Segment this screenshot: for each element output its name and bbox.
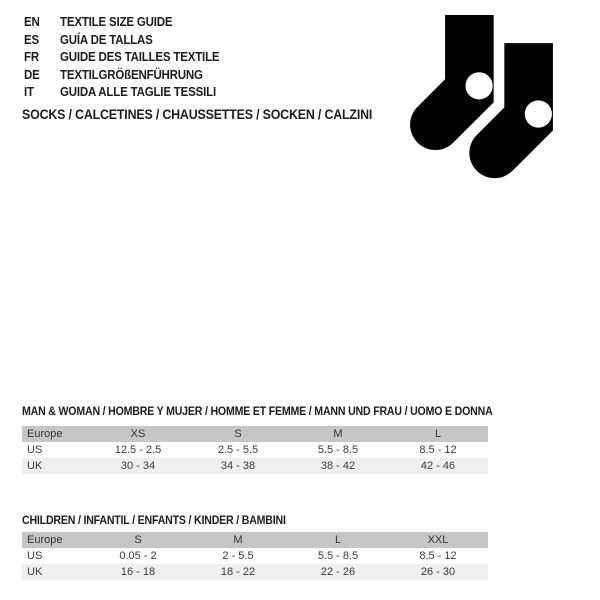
column-header-region: Europe (27, 428, 63, 440)
language-label: GUIDE DES TAILLES TEXTILE (60, 50, 220, 64)
size-value: 8.5 - 12 (419, 444, 457, 456)
language-code: EN (24, 15, 40, 29)
column-header-region: Europe (27, 534, 63, 546)
size-value: 5.5 - 8.5 (317, 444, 359, 456)
size-value: 18 - 22 (220, 566, 256, 578)
column-header-size: S (134, 534, 142, 546)
size-value: 12.5 - 2.5 (114, 444, 162, 456)
size-value: 30 - 34 (120, 460, 156, 472)
size-table-man-woman (22, 426, 488, 474)
language-code: FR (24, 50, 39, 64)
socks-icon (408, 13, 556, 183)
row-label: UK (27, 460, 43, 472)
language-code: ES (24, 32, 39, 47)
size-value: 2 - 5.5 (222, 550, 254, 562)
table-row-uk (22, 564, 488, 580)
language-label: TEXTILGRÖßENFÜHRUNG (60, 67, 203, 82)
table-header-row (22, 426, 488, 442)
language-code: DE (24, 67, 40, 82)
size-value: 38 - 42 (320, 460, 356, 472)
category-title: SOCKS / CALCETINES / CHAUSSETTES / SOCKEN / CALZINI (22, 107, 373, 122)
table-row-uk (22, 458, 488, 474)
language-code: IT (24, 85, 34, 99)
table-header-row (22, 532, 488, 548)
column-header-size: S (234, 428, 242, 440)
size-value: 8.5 - 12 (419, 550, 457, 562)
language-label: TEXTILE SIZE GUIDE (60, 15, 173, 29)
column-header-size: XS (130, 428, 146, 440)
size-table-children (22, 532, 488, 580)
column-header-size: L (334, 534, 342, 546)
size-value: 2.5 - 5.5 (217, 444, 259, 456)
language-label: GUÍA DE TALLAS (60, 32, 153, 47)
row-label: US (27, 550, 43, 562)
size-value: 34 - 38 (220, 460, 256, 472)
row-label: US (27, 444, 43, 456)
size-value: 16 - 18 (120, 566, 156, 578)
row-label: UK (27, 566, 43, 578)
size-value: 26 - 30 (420, 566, 456, 578)
size-value: 0.05 - 2 (119, 550, 157, 562)
column-header-size: M (233, 534, 243, 546)
size-value: 42 - 46 (420, 460, 456, 472)
size-value: 22 - 26 (320, 566, 356, 578)
column-header-size: L (434, 428, 442, 440)
table-row-us (22, 442, 488, 458)
language-list (24, 14, 233, 102)
table-title-man-woman: MAN & WOMAN / HOMBRE Y MUJER / HOMME ET FEMME / MANN UND FRAU / UOMO E DONNA (22, 406, 493, 418)
table-title-children: CHILDREN / INFANTIL / ENFANTS / KINDER / BAMBINI (22, 515, 286, 527)
size-value: 5.5 - 8.5 (317, 550, 359, 562)
table-row-us (22, 548, 488, 564)
column-header-size: XXL (427, 534, 449, 546)
column-header-size: M (333, 428, 343, 440)
language-label: GUIDA ALLE TAGLIE TESSILI (60, 85, 216, 99)
